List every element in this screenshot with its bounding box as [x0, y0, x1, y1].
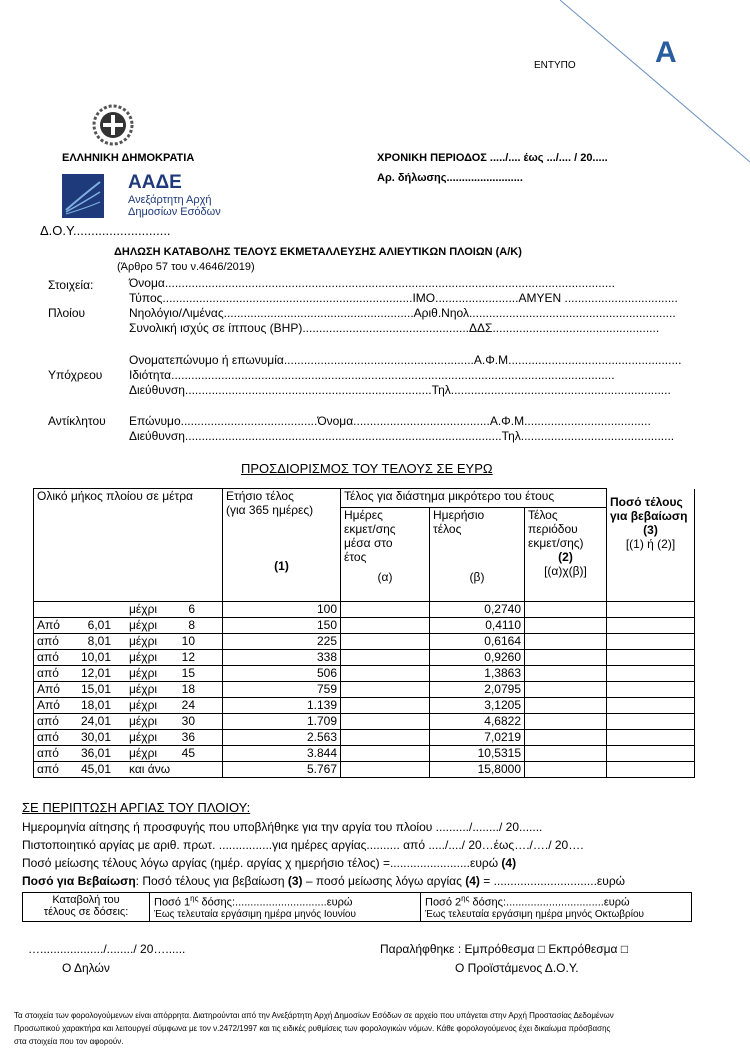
annual-fee-value: 506: [223, 666, 341, 682]
privacy-note-line-3: στα στοιχεία που τον αφορούν.: [14, 1037, 124, 1046]
period-fee-input[interactable]: [525, 698, 607, 714]
fee-row: [34, 746, 695, 762]
certification-amount-field[interactable]: Ποσό για Βεβαίωση: Ποσό τέλους για βεβαίωση (3) – ποσό μείωσης λόγω αργίας (4) = ...............................ευρώ: [22, 874, 626, 888]
days-input[interactable]: [341, 602, 430, 618]
length-range: από 36,01 μέχρι 45: [34, 746, 223, 762]
period-fee-input[interactable]: [525, 762, 607, 778]
form-letter: Α: [655, 36, 677, 69]
header-daily-fee: Ημερήσιο τέλος (β): [430, 508, 525, 602]
length-range: Από 18,01 μέχρι 24: [34, 698, 223, 714]
daily-fee-value: 10,5315: [430, 746, 525, 762]
declaration-number-field[interactable]: Αρ. δήλωσης.........................: [377, 172, 523, 184]
fee-table: [33, 488, 695, 778]
days-input[interactable]: [341, 650, 430, 666]
days-input[interactable]: [341, 714, 430, 730]
cert-amount-input[interactable]: [607, 666, 695, 682]
cert-amount-input[interactable]: [607, 762, 695, 778]
aade-subtitle-2: Δημοσίων Εσόδων: [128, 206, 221, 218]
first-installment-field[interactable]: Ποσό $1^{\eta\varsigma}$ δόσης:..............................ευρώ Έως τελευταία εργάσιμη ημέρα μηνός Ιουνίου: [150, 893, 421, 922]
idle-certificate-field[interactable]: Πιστοποιητικό αργίας με αριθ. πρωτ. ................για ημέρες αργίας.......... από ...../..../ 20…έως…./…./ 20….: [22, 838, 584, 852]
fee-section-title: ΠΡΟΣΔΙΟΡΙΣΜΟΣ ΤΟΥ ΤΕΛΟΥΣ ΣΕ ΕΥΡΩ: [241, 461, 493, 476]
period-fee-input[interactable]: [525, 746, 607, 762]
period-fee-input[interactable]: [525, 730, 607, 746]
head-of-tax-office-signature: Ο Προϊστάμενος Δ.Ο.Υ.: [455, 961, 579, 975]
vessel-type-field[interactable]: Τύπος...........................................................................IMO.........................ΑΜΥΕΝ ..................................: [129, 291, 678, 305]
cert-amount-input[interactable]: [607, 634, 695, 650]
privacy-note-line-1: Τα στοιχεία των φορολογούμενων είναι απόρρητα. Διατηρούνται από την Ανεξάρτητη Αρχή Δημοσίων Εσόδων σε αρχείο που υπάγεται στην Αρχή Προστασίας Δεδομένων: [14, 1011, 614, 1020]
header-cert-amount: Ποσό τέλους για βεβαίωση (3) [(1) ή (2)]: [607, 489, 695, 602]
length-range: από 12,01 μέχρι 15: [34, 666, 223, 682]
declaration-date-field[interactable]: ….................../......../ 20…......: [28, 942, 186, 956]
annual-fee-value: 150: [223, 618, 341, 634]
annual-fee-value: 225: [223, 634, 341, 650]
length-range: από 30,01 μέχρι 36: [34, 730, 223, 746]
period-fee-input[interactable]: [525, 602, 607, 618]
daily-fee-value: 0,6164: [430, 634, 525, 650]
obligor-label: Υπόχρεου: [48, 368, 103, 382]
period-fee-input[interactable]: [525, 666, 607, 682]
cert-amount-input[interactable]: [607, 730, 695, 746]
law-article: (Άρθρο 57 του ν.4646/2019): [117, 261, 255, 273]
annual-fee-value: 1.709: [223, 714, 341, 730]
annual-fee-value: 759: [223, 682, 341, 698]
header-period-fee: Τέλος περιόδου εκμετ/σης) (2) [(α)χ(β)]: [525, 508, 607, 602]
daily-fee-value: 4,6822: [430, 714, 525, 730]
installments-label: Καταβολή του τέλους σε δόσεις:: [23, 893, 150, 922]
greek-emblem-icon: [92, 103, 134, 147]
representative-address-field[interactable]: Διεύθυνση...............................................................................................Τηλ..............................................: [129, 429, 675, 443]
daily-fee-value: 2,0795: [430, 682, 525, 698]
header-exploitation-days: Ημέρες εκμετ/σης μέσα στο έτος (α): [341, 508, 430, 602]
fee-row: [34, 650, 695, 666]
idle-application-date-field[interactable]: Ημερομηνία αίτησης ή προσφυγής που υποβλήθηκε για την αργία του πλοίου ........../......../ 20.......: [22, 820, 543, 834]
header-annual-fee: Ετήσιο τέλος (για 365 ημέρες) (1): [223, 489, 341, 602]
privacy-note-line-2: Προσωπικού χαρακτήρα και λειτουργεί σύμφωνα με τον ν.2472/1997 και τις ειδικές ρυθμίσεις των φορολογικών νόμων. Κάθε φορολογούμενος έχει δικαίωμα πρόσβασης: [14, 1024, 611, 1033]
length-range: από 24,01 μέχρι 30: [34, 714, 223, 730]
aade-title: ΑΑΔΕ: [128, 172, 182, 193]
period-fee-input[interactable]: [525, 618, 607, 634]
idle-reduction-field[interactable]: Ποσό μείωσης τέλους λόγω αργίας (ημέρ. αργίας χ ημερήσιο τέλος) =........................ευρώ (4): [22, 856, 517, 870]
days-input[interactable]: [341, 682, 430, 698]
daily-fee-value: 7,0219: [430, 730, 525, 746]
cert-amount-input[interactable]: [607, 746, 695, 762]
days-input[interactable]: [341, 634, 430, 650]
days-input[interactable]: [341, 666, 430, 682]
cert-amount-input[interactable]: [607, 602, 695, 618]
aade-logo-icon: [62, 174, 104, 218]
length-range: μέχρι 6: [34, 602, 223, 618]
period-fee-input[interactable]: [525, 682, 607, 698]
aade-subtitle-1: Ανεξάρτητη Αρχή: [128, 194, 212, 206]
annual-fee-value: 2.563: [223, 730, 341, 746]
header-short-period: Τέλος για διάστημα μικρότερο του έτους: [341, 489, 607, 508]
vessel-registry-field[interactable]: Νηολόγιο/Λιμένας.........................................................Αριθ.Νηολ..............................................................: [129, 306, 676, 320]
daily-fee-value: 3,1205: [430, 698, 525, 714]
form-title: ΔΗΛΩΣΗ ΚΑΤΑΒΟΛΗΣ ΤΕΛΟΥΣ ΕΚΜΕΤΑΛΛΕΥΣΗΣ ΑΛΙΕΥΤΙΚΩΝ ΠΛΟΙΩΝ (Α/Κ): [114, 246, 522, 258]
annual-fee-value: 1.139: [223, 698, 341, 714]
fee-row: [34, 698, 695, 714]
fee-row: [34, 634, 695, 650]
vessel-label-2: Πλοίου: [48, 306, 86, 320]
cert-amount-input[interactable]: [607, 682, 695, 698]
daily-fee-value: 1,3863: [430, 666, 525, 682]
days-input[interactable]: [341, 746, 430, 762]
days-input[interactable]: [341, 730, 430, 746]
idle-section-title: ΣΕ ΠΕΡΙΠΤΩΣΗ ΑΡΓΙΑΣ ΤΟΥ ΠΛΟΙΟΥ:: [22, 800, 251, 815]
representative-label: Αντίκλητου: [48, 414, 106, 428]
obligor-name-field[interactable]: Ονοματεπώνυμο ή επωνυμία.........................................................Α.Φ.Μ....................................................: [129, 353, 682, 367]
days-input[interactable]: [341, 762, 430, 778]
fee-row: [34, 730, 695, 746]
days-input[interactable]: [341, 618, 430, 634]
second-installment-field[interactable]: Ποσό $2^{\eta\varsigma}$ δόσης:................................ευρώ Έως τελευταία εργάσιμη ημέρα μηνός Οκτωβρίου: [421, 893, 692, 922]
length-range: από 45,01 και άνω: [34, 762, 223, 778]
fee-row: [34, 762, 695, 778]
days-input[interactable]: [341, 698, 430, 714]
vessel-label-1: Στοιχεία:: [48, 278, 94, 292]
length-range: από 8,01 μέχρι 10: [34, 634, 223, 650]
cert-amount-input[interactable]: [607, 698, 695, 714]
annual-fee-value: 3.844: [223, 746, 341, 762]
period-field[interactable]: ΧΡΟΝΙΚΗ ΠΕΡΙΟΔΟΣ ...../.... έως .../.... / 20.....: [377, 152, 608, 164]
period-fee-input[interactable]: [525, 714, 607, 730]
period-fee-input[interactable]: [525, 650, 607, 666]
fee-row: [34, 666, 695, 682]
fee-row: [34, 714, 695, 730]
representative-name-field[interactable]: Επώνυμο.........................................Όνομα.........................................Α.Φ.Μ......................................: [129, 414, 651, 428]
form-label: ΕΝΤΥΠΟ: [534, 60, 576, 71]
declarant-signature: Ο Δηλών: [62, 961, 110, 975]
header-length: Ολικό μήκος πλοίου σε μέτρα: [34, 489, 223, 602]
period-fee-input[interactable]: [525, 634, 607, 650]
doy-field[interactable]: Δ.Ο.Υ...........................: [40, 223, 171, 238]
length-range: από 10,01 μέχρι 12: [34, 650, 223, 666]
annual-fee-value: 100: [223, 602, 341, 618]
daily-fee-value: 0,9260: [430, 650, 525, 666]
state-name: ΕΛΛΗΝΙΚΗ ΔΗΜΟΚΡΑΤΙΑ: [62, 152, 195, 164]
cert-amount-input[interactable]: [607, 650, 695, 666]
received-status[interactable]: Παραλήφθηκε : Εμπρόθεσμα □ Εκπρόθεσμα □: [380, 942, 629, 956]
corner-diagonal-line: [560, 0, 750, 170]
vessel-name-field[interactable]: Όνομα.......................................................................................................................................: [129, 276, 615, 290]
annual-fee-value: 338: [223, 650, 341, 666]
fee-row: [34, 618, 695, 634]
cert-amount-input[interactable]: [607, 618, 695, 634]
obligor-address-field[interactable]: Διεύθυνση..........................................................................Τηλ..................................................................: [129, 383, 671, 397]
daily-fee-value: 0,4110: [430, 618, 525, 634]
annual-fee-value: 5.767: [223, 762, 341, 778]
daily-fee-value: 15,8000: [430, 762, 525, 778]
installments-table: [22, 892, 692, 922]
cert-amount-input[interactable]: [607, 714, 695, 730]
daily-fee-value: 0,2740: [430, 602, 525, 618]
fee-row: [34, 602, 695, 618]
vessel-power-field[interactable]: Συνολική ισχύς σε ίππους (BHP)..................................................ΔΔΣ..................................................: [129, 321, 660, 335]
length-range: Από 6,01 μέχρι 8: [34, 618, 223, 634]
length-range: Από 15,01 μέχρι 18: [34, 682, 223, 698]
fee-row: [34, 682, 695, 698]
obligor-capacity-field[interactable]: Ιδιότητα.....................................................................................................................................: [129, 368, 615, 382]
